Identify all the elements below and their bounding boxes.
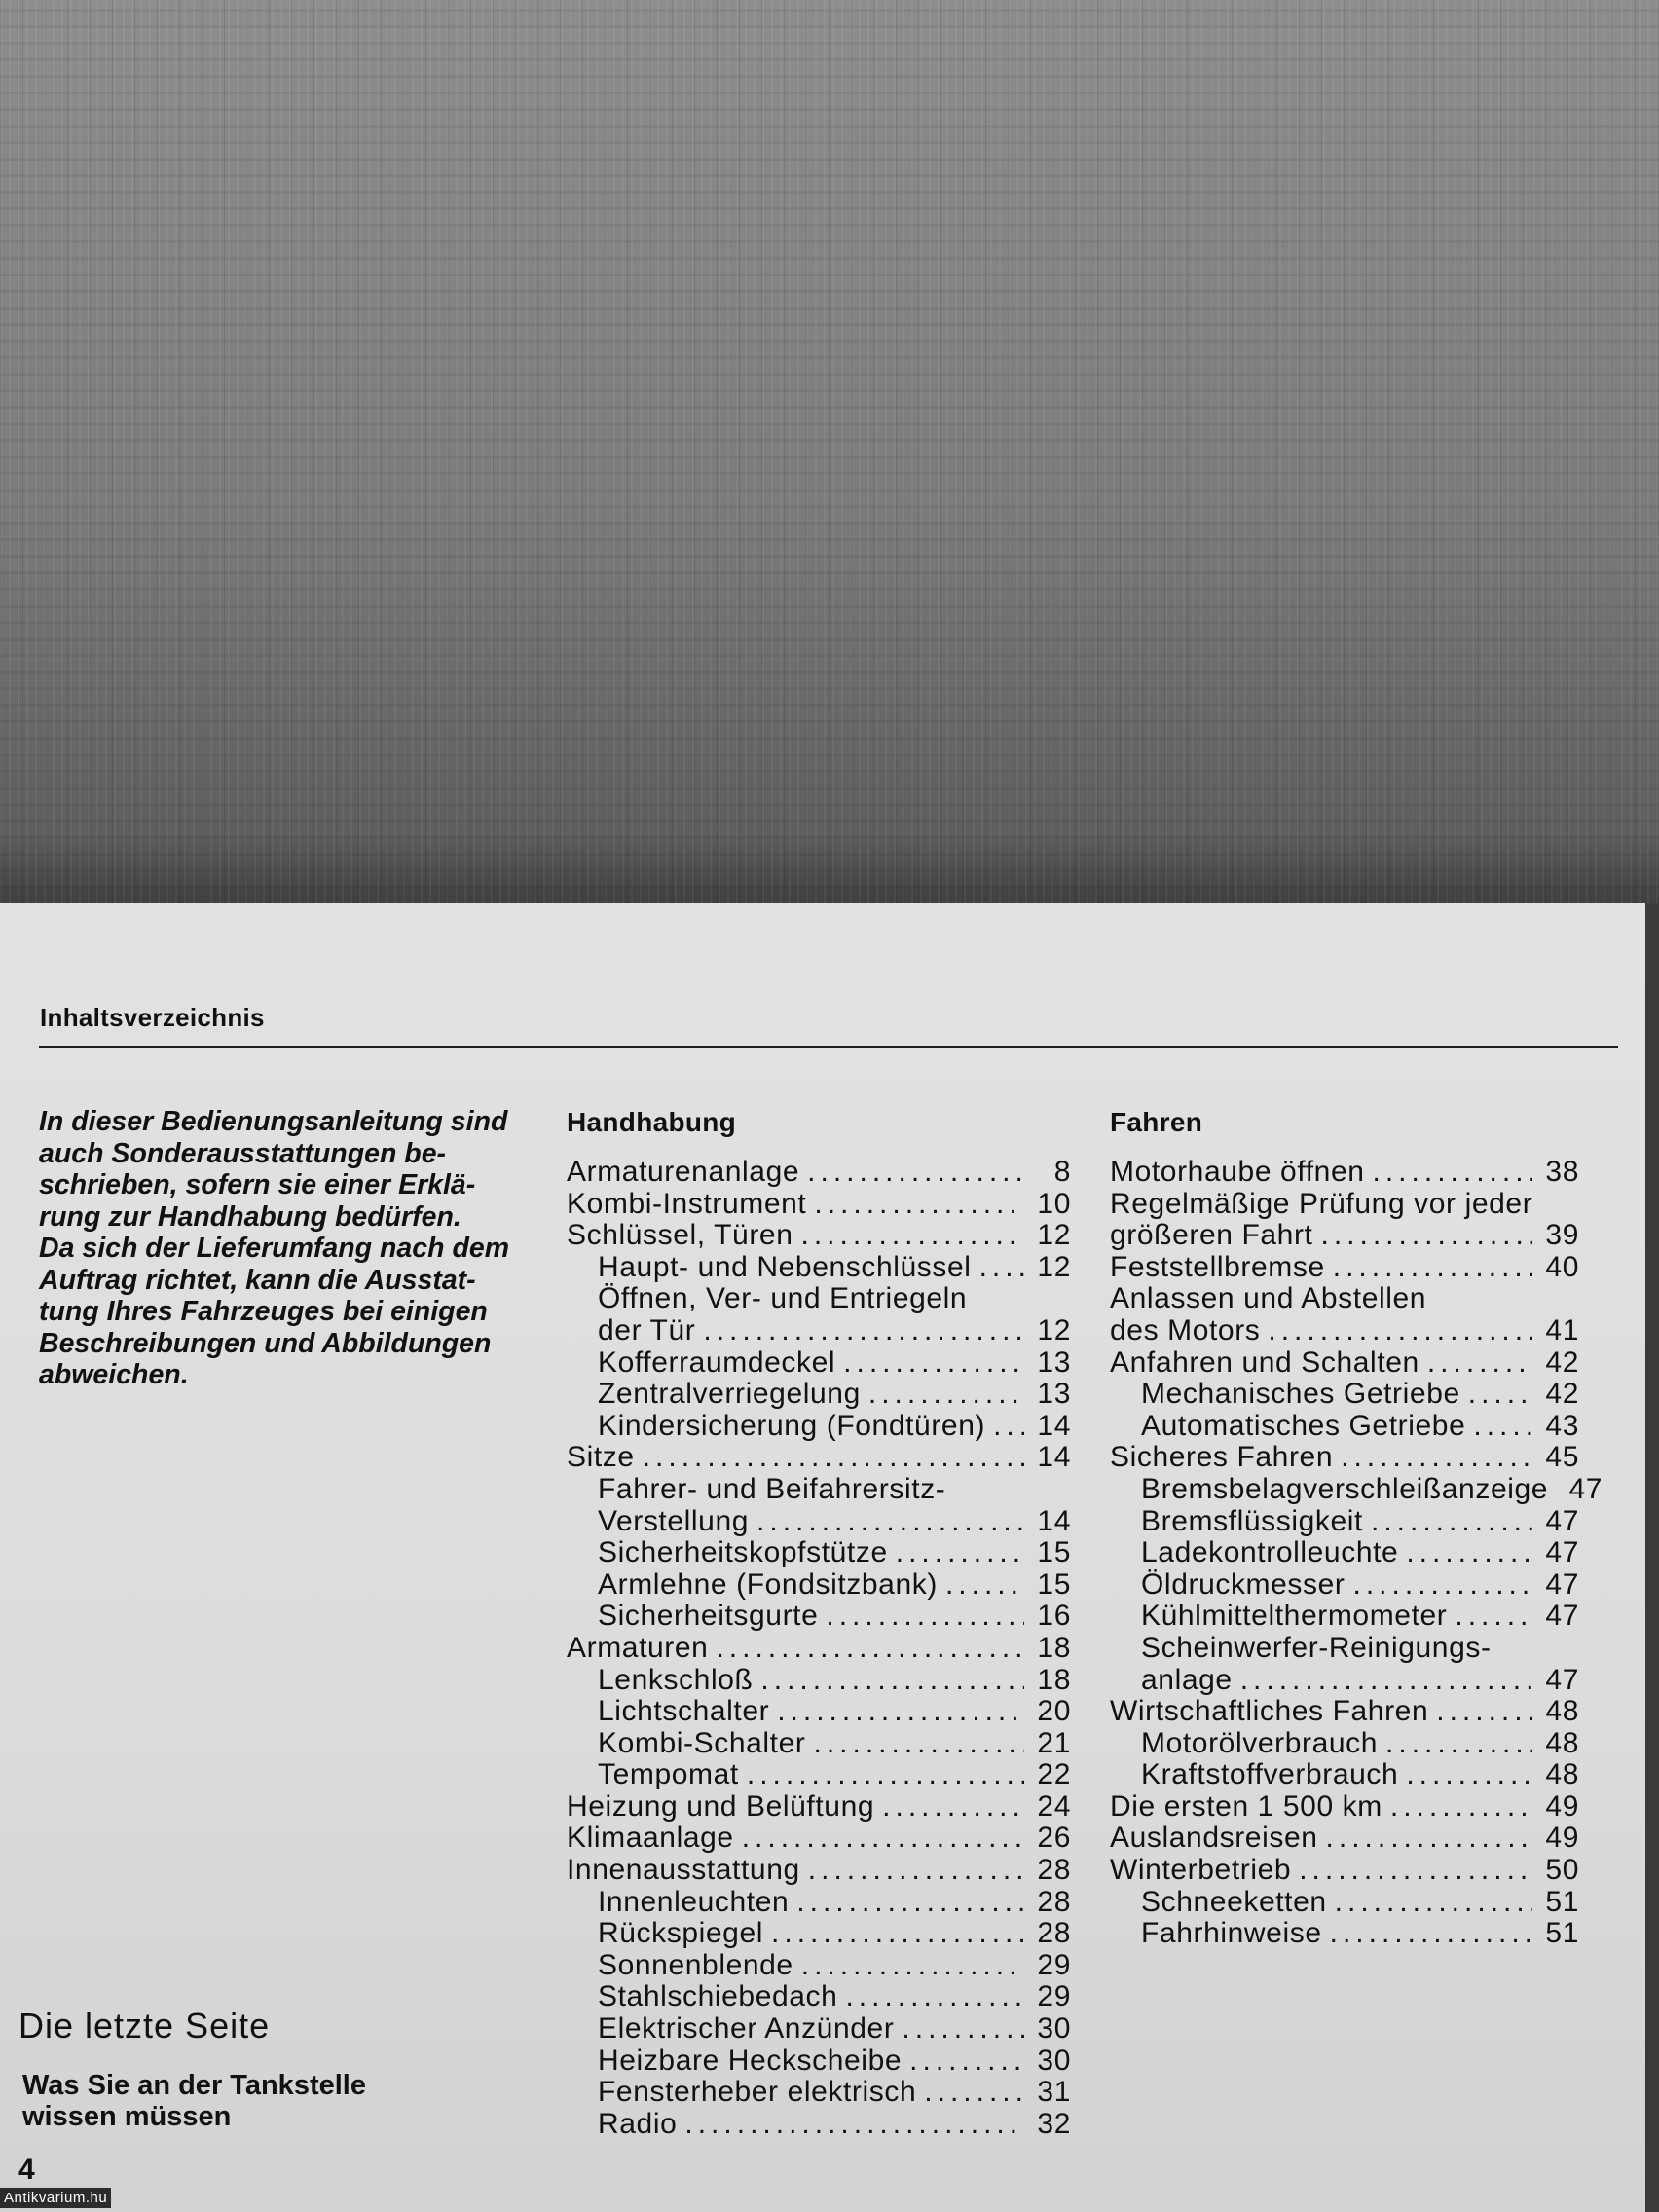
toc-entry-page: 21	[1037, 1726, 1071, 1759]
toc-entry-title: Winterbetrieb	[1110, 1854, 1292, 1887]
toc-entry-title: Armaturen	[567, 1631, 709, 1664]
toc-entry	[1110, 1728, 1579, 1760]
toc-entry-title: Rückspiegel	[598, 1917, 764, 1950]
toc-entry	[1110, 1759, 1579, 1791]
dot-leader	[826, 1601, 1024, 1633]
toc-entry	[567, 1474, 1071, 1506]
toc-entry	[567, 1442, 1071, 1474]
toc-entry-page: 51	[1545, 1885, 1579, 1918]
dot-leader	[896, 1537, 1024, 1569]
toc-entry	[567, 1696, 1071, 1728]
toc-entry	[567, 1315, 1071, 1347]
toc-entry-page: 48	[1545, 1758, 1579, 1791]
dot-leader	[1390, 1791, 1532, 1824]
dot-leader	[1341, 1442, 1532, 1474]
toc-entry-title: Innenleuchten	[598, 1885, 790, 1918]
toc-entry-page: 47	[1545, 1663, 1579, 1696]
toc-entry-title: Heizung und Belüftung	[567, 1789, 875, 1823]
toc-entry-page: 43	[1545, 1409, 1579, 1442]
section-title: Handhabung	[567, 1107, 737, 1137]
toc-entry-title: Motorölverbrauch	[1141, 1726, 1379, 1759]
toc-entry-title: Mechanisches Getriebe	[1141, 1378, 1460, 1411]
toc-entry-title: Öldruckmesser	[1141, 1567, 1346, 1601]
toc-entry-title: Stahlschiebedach	[598, 1980, 838, 2013]
toc-entry-title: Radio	[598, 2107, 678, 2140]
toc-entry-title: Lichtschalter	[598, 1695, 770, 1728]
toc-entry-page: 16	[1037, 1600, 1071, 1633]
toc-entry-page: 8	[1053, 1156, 1071, 1188]
dot-leader	[1406, 1759, 1532, 1791]
toc-entry	[1110, 1633, 1579, 1665]
book-page	[0, 903, 1645, 2212]
toc-entry-title: größeren Fahrt	[1110, 1219, 1313, 1252]
toc-entry-title: Motorhaube öffnen	[1110, 1156, 1365, 1188]
toc-entry-page: 48	[1545, 1726, 1579, 1759]
toc-entry	[567, 1601, 1071, 1633]
toc-entry-page: 12	[1037, 1250, 1071, 1283]
dot-leader	[902, 2013, 1024, 2046]
toc-entry	[567, 1918, 1071, 1950]
dot-leader	[1455, 1601, 1532, 1633]
toc-entry	[567, 1252, 1071, 1284]
toc-entry-title: Bremsflüssigkeit	[1141, 1504, 1363, 1537]
toc-entry-title: Armaturenanlage	[567, 1156, 800, 1188]
toc-entry	[567, 1759, 1071, 1791]
toc-entry-page: 41	[1545, 1313, 1579, 1346]
toc-entry-title: Automatisches Getriebe	[1141, 1409, 1466, 1442]
toc-entry	[1110, 1887, 1579, 1919]
dot-leader	[1385, 1728, 1532, 1760]
toc-entry-title: Sicherheitskopfstütze	[598, 1536, 888, 1569]
toc-entry	[1110, 1283, 1579, 1315]
dot-leader	[1335, 1887, 1532, 1919]
toc-entry	[567, 1189, 1071, 1221]
toc-entry-page: 45	[1545, 1441, 1579, 1474]
toc-entry-title: Tempomat	[598, 1758, 739, 1791]
toc-entry	[1110, 1696, 1579, 1728]
dot-leader	[801, 1220, 1025, 1252]
toc-entry	[567, 1347, 1071, 1380]
toc-entry-title: Schlüssel, Türen	[567, 1219, 793, 1252]
toc-entry	[1110, 1411, 1579, 1443]
toc-entry-title: Sonnenblende	[598, 1948, 793, 1981]
dot-leader	[716, 1633, 1024, 1665]
dot-leader	[1333, 1252, 1532, 1284]
toc-entry-page: 47	[1568, 1472, 1604, 1505]
toc-entry-title: Kombi-Instrument	[567, 1187, 807, 1220]
toc-list	[1110, 1156, 1604, 1950]
toc-entry	[1110, 1537, 1579, 1569]
dot-leader	[1406, 1537, 1532, 1569]
dot-leader	[1320, 1220, 1532, 1252]
toc-entry	[567, 2046, 1071, 2078]
toc-entry-page: 40	[1545, 1250, 1579, 1283]
toc-entry	[1110, 1506, 1579, 1538]
toc-entry-title: Heizbare Heckscheibe	[598, 2044, 903, 2077]
toc-entry-page: 42	[1545, 1346, 1579, 1379]
dot-leader	[777, 1696, 1024, 1728]
toc-entry-title: Kühlmittelthermometer	[1141, 1600, 1448, 1633]
toc-entry-page: 47	[1545, 1600, 1579, 1633]
toc-entry-page: 14	[1037, 1409, 1071, 1442]
dot-leader	[814, 1189, 1024, 1221]
dot-leader	[1240, 1665, 1532, 1697]
toc-entry-title: Lenkschloß	[598, 1663, 754, 1696]
toc-entry	[567, 2077, 1071, 2109]
toc-entry-page: 14	[1037, 1504, 1071, 1537]
dot-leader	[760, 1665, 1024, 1697]
toc-entry-title: Bremsbelagverschleißanzeige	[1141, 1472, 1549, 1505]
dot-leader	[843, 1347, 1024, 1380]
toc-entry-title: Fensterheber elektrisch	[598, 2076, 917, 2109]
toc-entry	[1110, 1791, 1579, 1824]
toc-entry	[567, 1411, 1071, 1443]
toc-entry-page: 38	[1545, 1156, 1579, 1188]
toc-entry-title: Zentralverriegelung	[598, 1378, 861, 1411]
toc-entry-page: 12	[1037, 1313, 1071, 1346]
toc-entry-title: Fahrer- und Beifahrersitz-	[598, 1472, 946, 1505]
toc-entry-title: Fahrhinweise	[1141, 1917, 1322, 1950]
toc-entry	[567, 1379, 1071, 1411]
toc-entry	[1110, 1601, 1579, 1633]
toc-entry	[1110, 1157, 1579, 1189]
toc-entry-title: Kindersicherung (Fondtüren)	[598, 1409, 986, 1442]
toc-entry-title: Auslandsreisen	[1110, 1822, 1318, 1855]
dot-leader	[756, 1506, 1024, 1538]
dot-leader	[813, 1728, 1024, 1760]
toc-entry	[1110, 1347, 1579, 1380]
dot-leader	[771, 1918, 1024, 1950]
toc-entry-title: Klimaanlage	[567, 1822, 734, 1855]
toc-entry-title: Innenausstattung	[567, 1854, 800, 1887]
toc-entry-page: 50	[1545, 1854, 1579, 1887]
dot-leader	[1468, 1379, 1532, 1411]
toc-entry-title: Kombi-Schalter	[598, 1726, 806, 1759]
toc-entry	[1110, 1918, 1579, 1950]
dot-leader	[801, 1950, 1024, 1982]
toc-entry-title: Haupt- und Nebenschlüssel	[598, 1250, 972, 1283]
toc-column-fahren	[1110, 1106, 1604, 1950]
toc-entry-page: 30	[1037, 2012, 1071, 2046]
dot-leader	[945, 1569, 1024, 1602]
toc-entry-title: Die ersten 1 500 km	[1110, 1789, 1382, 1823]
dot-leader	[979, 1252, 1024, 1284]
toc-entry-title: Scheinwerfer-Reinigungs-	[1141, 1631, 1492, 1664]
toc-entry-page: 18	[1037, 1631, 1071, 1664]
toc-entry	[1110, 1252, 1579, 1284]
toc-entry-title: Feststellbremse	[1110, 1250, 1325, 1283]
toc-entry	[567, 1506, 1071, 1538]
dot-leader	[1371, 1506, 1532, 1538]
toc-entry	[567, 1728, 1071, 1760]
toc-entry-page: 32	[1037, 2107, 1071, 2140]
toc-entry-title: anlage	[1141, 1663, 1233, 1696]
toc-entry-page: 42	[1545, 1378, 1579, 1411]
toc-entry-page: 13	[1037, 1378, 1071, 1411]
dot-leader	[909, 2046, 1024, 2078]
toc-entry-title: Anfahren und Schalten	[1110, 1346, 1419, 1379]
toc-entry	[567, 2013, 1071, 2046]
dot-leader	[993, 1411, 1024, 1443]
toc-entry-title: Armlehne (Fondsitzbank)	[598, 1567, 938, 1601]
dot-leader	[1353, 1569, 1532, 1602]
toc-entry-title: Öffnen, Ver- und Entriegeln	[598, 1282, 968, 1315]
toc-entry-page: 24	[1037, 1789, 1071, 1823]
toc-entry	[567, 1823, 1071, 1855]
toc-entry	[1110, 1665, 1579, 1697]
toc-entry-title: des Motors	[1110, 1313, 1261, 1346]
toc-entry	[567, 1887, 1071, 1919]
toc-entry-title: Elektrischer Anzünder	[598, 2012, 895, 2046]
toc-entry-page: 47	[1545, 1567, 1579, 1601]
dot-leader	[868, 1379, 1024, 1411]
toc-entry-page: 15	[1037, 1536, 1071, 1569]
toc-entry	[567, 1791, 1071, 1824]
intro-paragraph: In dieser Bedienungsanleitung sind auch Sonderausstattungen be- schrieben, sofern sie einer Erklä- rung zur Handhabung bedürfen. Da sich der Lieferumfang nach dem Auftrag richtet, kann die Ausstat- tung Ihres Fahrzeuges bei einigen Beschreibungen und Abbildungen abweichen.	[39, 1106, 510, 1390]
toc-entry-page: 22	[1037, 1758, 1071, 1791]
toc-entry-page: 49	[1545, 1822, 1579, 1855]
watermark: Antikvarium.hu	[0, 2188, 111, 2208]
toc-entry	[1110, 1472, 1604, 1506]
toc-entry	[567, 1981, 1071, 2013]
toc-entry	[1110, 1189, 1579, 1221]
cover-background	[0, 0, 1659, 905]
toc-entry	[1110, 1855, 1579, 1887]
dot-leader	[845, 1981, 1024, 2013]
toc-entry	[1110, 1315, 1579, 1347]
toc-entry	[1110, 1379, 1579, 1411]
toc-entry-page: 18	[1037, 1663, 1071, 1696]
toc-entry	[567, 1665, 1071, 1697]
dot-leader	[643, 1442, 1024, 1474]
toc-entry	[567, 1283, 1071, 1315]
toc-entry-title: Regelmäßige Prüfung vor jeder	[1110, 1187, 1533, 1220]
toc-entry-title: Kofferraumdeckel	[598, 1346, 836, 1379]
dot-leader	[796, 1887, 1024, 1919]
toc-entry-page: 30	[1037, 2044, 1071, 2077]
dot-leader	[1326, 1823, 1532, 1855]
dot-leader	[924, 2077, 1024, 2109]
toc-list	[567, 1157, 1071, 2140]
toc-entry-page: 10	[1037, 1187, 1071, 1220]
dot-leader	[747, 1759, 1024, 1791]
toc-entry	[1110, 1569, 1579, 1602]
dot-leader	[808, 1855, 1024, 1887]
toc-entry-page: 28	[1037, 1917, 1071, 1950]
dot-leader	[1427, 1347, 1532, 1380]
toc-entry-title: Anlassen und Abstellen	[1110, 1282, 1427, 1315]
toc-entry-title: Kraftstoffverbrauch	[1141, 1758, 1399, 1791]
toc-entry-title: Verstellung	[598, 1504, 750, 1537]
dot-leader	[1330, 1918, 1532, 1950]
toc-entry-title: Ladekontrolleuchte	[1141, 1536, 1399, 1569]
dot-leader	[882, 1791, 1024, 1824]
toc-entry-page: 13	[1037, 1346, 1071, 1379]
toc-entry-page: 48	[1545, 1695, 1579, 1728]
toc-entry-title: Sicherheitsgurte	[598, 1600, 819, 1633]
toc-entry	[1110, 1220, 1579, 1252]
dot-leader	[703, 1315, 1024, 1347]
toc-entry-title: Wirtschaftliches Fahren	[1110, 1695, 1429, 1728]
toc-entry	[567, 1157, 1071, 1189]
toc-entry	[567, 1569, 1071, 1602]
dot-leader	[1373, 1157, 1532, 1189]
toc-entry	[567, 1633, 1071, 1665]
dot-leader	[1299, 1855, 1532, 1887]
page-number: 4	[18, 2154, 35, 2186]
toc-heading: Inhaltsverzeichnis	[40, 1003, 265, 1032]
toc-entry-page: 29	[1037, 1980, 1071, 2013]
toc-entry-page: 49	[1545, 1789, 1579, 1823]
toc-entry	[567, 1537, 1071, 1569]
toc-entry	[567, 2109, 1071, 2141]
dot-leader	[684, 2109, 1024, 2141]
dot-leader	[1436, 1696, 1532, 1728]
last-page-text: Was Sie an der Tankstelle wissen müssen	[22, 2070, 366, 2132]
toc-entry-page: 28	[1037, 1885, 1071, 1918]
toc-entry-page: 29	[1037, 1948, 1071, 1981]
toc-entry	[1110, 1823, 1579, 1855]
dot-leader	[1473, 1411, 1532, 1443]
toc-column-handhabung	[567, 1106, 1071, 2140]
toc-entry-page: 47	[1545, 1536, 1579, 1569]
section-title: Fahren	[1110, 1107, 1203, 1137]
toc-entry-title: Sicheres Fahren	[1110, 1441, 1334, 1474]
heading-rule	[39, 1046, 1618, 1048]
toc-entry	[567, 1220, 1071, 1252]
dot-leader	[807, 1157, 1024, 1189]
toc-entry-page: 12	[1037, 1219, 1071, 1252]
last-page-title: Die letzte Seite	[18, 2006, 271, 2046]
toc-entry-page: 51	[1545, 1917, 1579, 1950]
toc-entry-page: 15	[1037, 1567, 1071, 1601]
toc-entry-title: der Tür	[598, 1313, 696, 1346]
dot-leader	[1268, 1315, 1532, 1347]
toc-entry-page: 20	[1037, 1695, 1071, 1728]
toc-entry-page: 31	[1037, 2076, 1071, 2109]
toc-entry-page: 26	[1037, 1822, 1071, 1855]
toc-entry	[567, 1855, 1071, 1887]
toc-entry-page: 28	[1037, 1854, 1071, 1887]
toc-entry	[567, 1950, 1071, 1982]
toc-entry-title: Schneeketten	[1141, 1885, 1327, 1918]
dot-leader	[742, 1823, 1024, 1855]
toc-entry-title: Sitze	[567, 1441, 635, 1474]
toc-entry	[1110, 1442, 1579, 1474]
toc-entry-page: 39	[1545, 1219, 1579, 1252]
toc-entry-page: 14	[1037, 1441, 1071, 1474]
toc-entry-page: 47	[1545, 1504, 1579, 1537]
